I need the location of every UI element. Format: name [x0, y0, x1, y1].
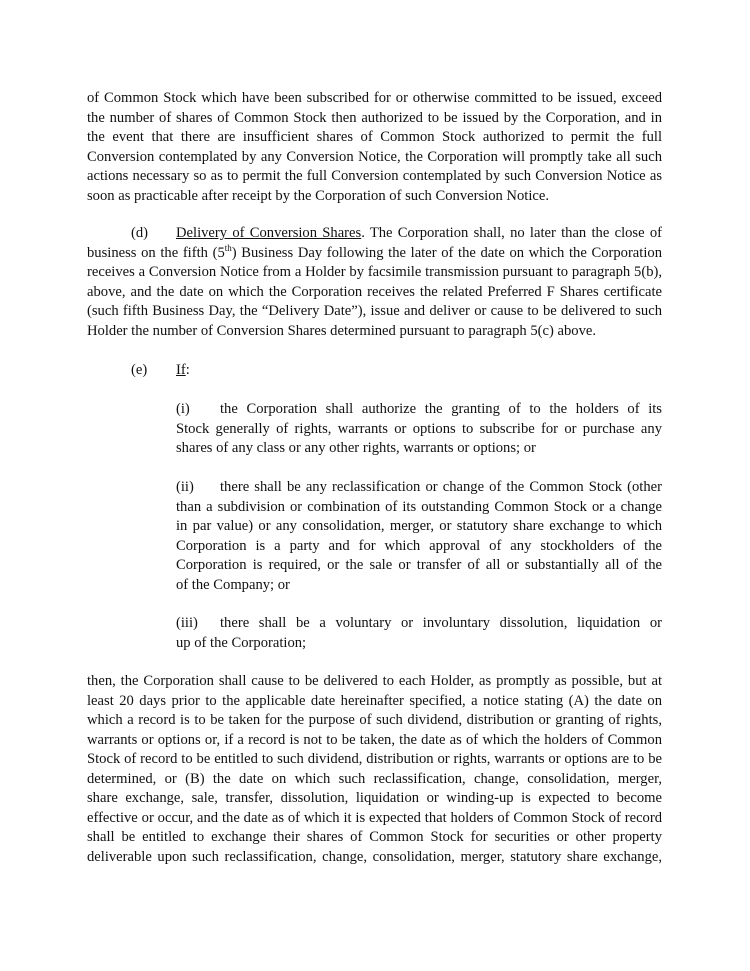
line-text: (such fifth Business Day, the “Delivery Date”), issue and deliver or cause to be delivered to such	[87, 303, 662, 319]
line-text: effective or occur, and the date as of which it is expected that holders of Common Stock of record	[87, 809, 662, 826]
text-line	[176, 555, 662, 575]
line-text: deliverable upon such reclassification, change, consolidation, merger, statutory share exchange,	[87, 848, 662, 865]
line-text: shall be entitled to exchange their shares of Common Stock for securities or other property	[87, 829, 662, 845]
superscript: th	[224, 242, 232, 253]
line-text: the number of shares of Common Stock then authorized to be issued by the Corporation, and in	[87, 109, 662, 126]
line-text: Conversion contemplated by any Conversion Notice, the Corporation will promptly take all such	[87, 148, 662, 165]
text-line	[87, 788, 662, 808]
line-text: there shall be a voluntary or involuntary dissolution, liquidation or	[220, 615, 662, 631]
line-text: then, the Corporation shall cause to be delivered to each Holder, as promptly as possible, but at	[87, 673, 662, 689]
text-line	[87, 243, 662, 263]
line-text: share exchange, sale, transfer, dissolution, liquidation or winding-up is expected to become	[87, 790, 662, 806]
line-text: in par value) or any consolidation, merger, or statutory share exchange to which	[176, 518, 662, 534]
sub-item-line	[176, 613, 662, 633]
text-line	[87, 749, 662, 769]
item-label: (iii)	[176, 615, 198, 631]
line-text: the event that there are insufficient shares of Common Stock authorized to permit the full	[87, 129, 662, 145]
paragraph-e-heading-line	[131, 360, 662, 380]
text-line	[87, 691, 662, 711]
line-text: Stock generally of rights, warrants or options to subscribe for or purchase any	[176, 420, 662, 437]
item-label: (ii)	[176, 479, 194, 495]
line-text: Stock of record to be entitled to such dividend, distribution or rights, warrants or options are to be	[87, 751, 662, 767]
line-text: of Common Stock which have been subscribed for or otherwise committed to be issued, exceed	[87, 90, 662, 106]
line-text: receives a Conversion Notice from a Holder by facsimile transmission pursuant to paragraph 5(b),	[87, 264, 662, 280]
text-line	[87, 808, 662, 828]
text-line	[176, 536, 662, 556]
line-text: there shall be any reclassification or change of the Common Stock (other	[220, 479, 662, 495]
line-text: which a record is to be taken for the purpose of such dividend, distribution or granting of rights,	[87, 712, 662, 728]
text-line	[87, 88, 662, 108]
line-text: shares of any class or any other rights, warrants or options; or	[176, 440, 536, 456]
line-text: than a subdivision or combination of its outstanding Common Stock or a change	[176, 498, 662, 515]
line-text: the Corporation shall authorize the granting of to the holders of its	[220, 401, 662, 417]
line-text: least 20 days prior to the applicable date hereinafter specified, a notice stating (A) the date on	[87, 692, 662, 709]
text-line	[87, 166, 662, 186]
line-text: ) Business Day following the later of the date on which the Corporation	[231, 244, 662, 261]
line-text: :	[185, 362, 190, 378]
text-line	[176, 419, 662, 439]
section-heading: Delivery of Conversion Shares	[176, 225, 362, 241]
text-line	[176, 575, 662, 595]
text-line	[176, 497, 662, 517]
text-line	[87, 282, 662, 302]
text-line	[87, 730, 662, 750]
item-label: (d)	[131, 225, 149, 241]
sub-item-line	[176, 399, 662, 419]
item-label: (e)	[131, 362, 148, 378]
text-line	[87, 147, 662, 167]
line-text: Corporation is required, or the sale or transfer of all or substantially all of the	[176, 557, 662, 573]
text-line	[176, 438, 662, 458]
line-text: Corporation is a party and for which approval of any stockholders of the	[176, 537, 662, 554]
text-line	[87, 186, 662, 206]
line-text: actions necessary so as to permit the full Conversion contemplated by such Conversion Notice as	[87, 168, 662, 184]
line-text: determined, or (B) the date on which such reclassification, change, consolidation, merger,	[87, 770, 662, 787]
line-text: warrants or options or, if a record is not to be taken, the date as of which the holders of Common	[87, 731, 662, 748]
paragraph-d-heading-line	[131, 223, 662, 243]
text-line	[87, 710, 662, 730]
text-line	[87, 262, 662, 282]
text-line	[87, 847, 662, 867]
line-text: . The Corporation shall, no later than the close of	[361, 225, 662, 241]
text-line	[87, 769, 662, 789]
text-line	[176, 633, 662, 653]
line-text: business on the fifth (5	[87, 244, 225, 261]
text-line	[87, 108, 662, 128]
text-line	[87, 127, 662, 147]
section-heading: If	[176, 362, 186, 378]
line-text: Holder the number of Conversion Shares determined pursuant to paragraph 5(c) above.	[87, 322, 596, 339]
line-text: soon as practicable after receipt by the Corporation of such Conversion Notice.	[87, 187, 549, 204]
sub-item-line	[176, 477, 662, 497]
text-line	[87, 301, 662, 321]
line-text: of the Company; or	[176, 576, 290, 593]
line-text: up of the Corporation;	[176, 634, 307, 651]
text-line	[87, 827, 662, 847]
item-label: (i)	[176, 401, 190, 417]
text-line	[176, 516, 662, 536]
text-line	[87, 671, 662, 691]
line-text: above, and the date on which the Corporation receives the related Preferred F Shares certificate	[87, 283, 662, 300]
text-line	[87, 321, 662, 341]
